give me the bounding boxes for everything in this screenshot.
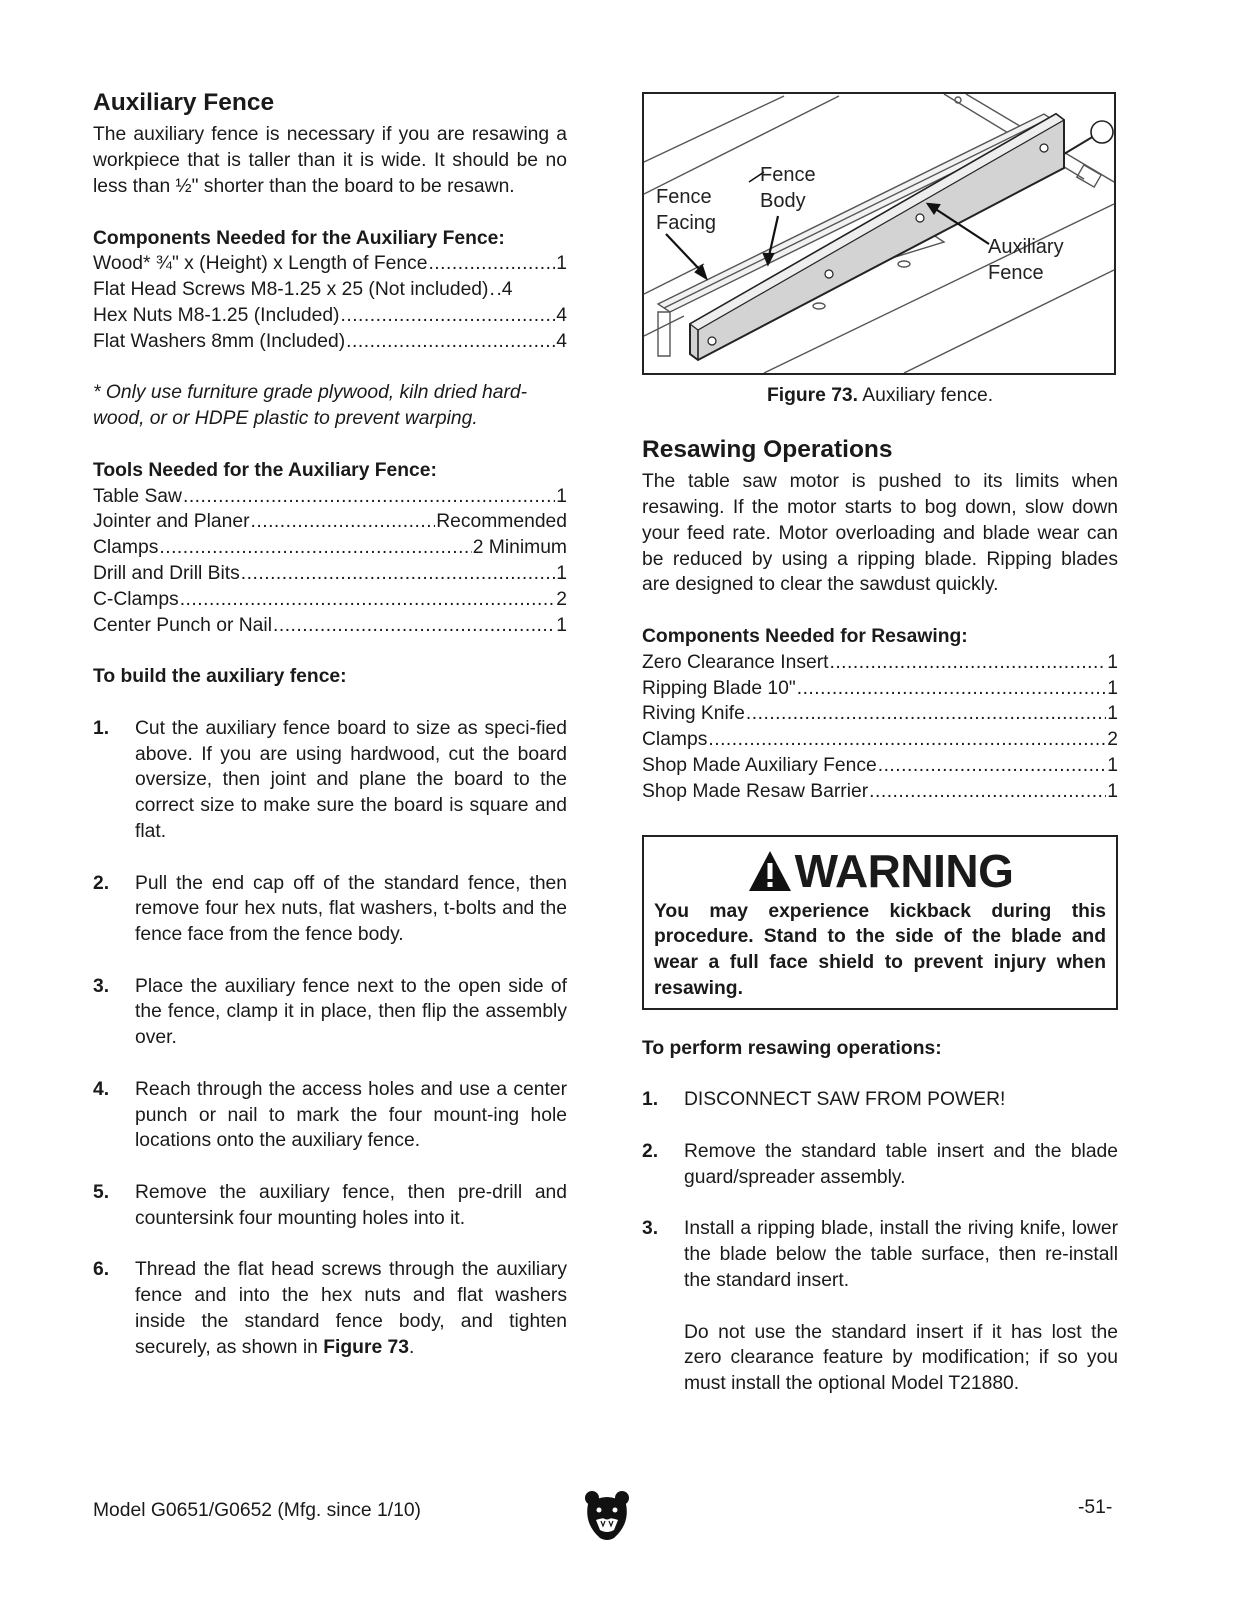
- warning-text: You may experience kickback during this procedure. Stand to the side of the blade and wear a full face shield to prevent injury when resawing.: [654, 900, 1106, 999]
- section-title-auxiliary-fence: Auxiliary Fence: [93, 89, 275, 116]
- tool-row: Clamps ..... 2 Minimum: [93, 535, 567, 561]
- auxiliary-fence-intro: The auxiliary fence is necessary if you are resawing a workpiece that is taller than it is wide. It should be no less than ½" shorter than the board to be resawn.: [93, 124, 567, 197]
- resaw-step: 1. DISCONNECT SAW FROM POWER!: [642, 1089, 1006, 1111]
- tools-list: [93, 484, 567, 639]
- figure-reference: Figure 73: [323, 1336, 409, 1358]
- page-number: -51-: [1078, 1497, 1113, 1518]
- components-list: [93, 251, 567, 354]
- label-fence-facing: Fence Facing: [656, 186, 717, 234]
- build-step: 6. Thread the flat head screws through the auxiliary fence and into the hex nuts and flat washers inside the standard fence body, and tighten securely, as shown in Figure 73.: [93, 1259, 567, 1358]
- build-heading: To build the auxiliary fence:: [93, 666, 347, 688]
- section-title-resawing: Resawing Operations: [642, 435, 893, 463]
- component-row: Shop Made Resaw Barrier ..... 1: [642, 779, 1118, 805]
- build-step: 4. Reach through the access holes and use a center punch or nail to mark the four mount-ing hole locations onto the auxiliary fence.: [93, 1078, 567, 1152]
- component-row: Flat Washers 8mm (Included) ..... 4: [93, 329, 567, 355]
- tools-heading: Tools Needed for the Auxiliary Fence:: [93, 459, 437, 481]
- tool-row: Drill and Drill Bits ..... 1: [93, 561, 567, 587]
- bear-logo-icon: [584, 1490, 630, 1542]
- components-heading: Components Needed for the Auxiliary Fence:: [93, 227, 505, 249]
- build-step: 1. Cut the auxiliary fence board to size as speci-fied above. If you are using hardwood, cut the board oversize, then joint and plane the board to the correct size to make sure the board is square and flat.: [93, 717, 567, 842]
- footer-model: Model G0651/G0652 (Mfg. since 1/10): [93, 1500, 421, 1521]
- material-note: * Only use furniture grade plywood, kiln dried hard-wood, or or HDPE plastic to prevent warping.: [93, 382, 528, 430]
- resaw-step: 3. Install a ripping blade, install the riving knife, lower the blade below the table surface, then re-install the standard insert.: [642, 1218, 1118, 1291]
- component-row: Wood* ¾" x (Height) x Length of Fence ..... 1: [93, 251, 567, 277]
- tool-row: Table Saw ..... 1: [93, 484, 567, 510]
- right-column: [642, 92, 1118, 1397]
- tool-row: Center Punch or Nail ..... 1: [93, 613, 567, 639]
- left-column: [93, 88, 567, 1361]
- component-row: Riving Knife ..... 1: [642, 701, 1118, 727]
- tool-row: C-Clamps ..... 2: [93, 587, 567, 613]
- component-row: Hex Nuts M8-1.25 (Included) ..... 4: [93, 303, 567, 329]
- step-3-note: Do not use the standard insert if it has lost the zero clearance feature by modification; if so you must install the optional Model T21880.: [684, 1321, 1118, 1395]
- build-step: 2. Pull the end cap off of the standard fence, then remove four hex nuts, flat washers, t-bolts and the fence face from the fence body.: [93, 872, 567, 946]
- resaw-components-heading: Components Needed for Resawing:: [642, 625, 968, 647]
- figure-caption: Figure 73. Auxiliary fence.: [766, 385, 994, 406]
- build-step: 5. Remove the auxiliary fence, then pre-drill and countersink four mounting holes into it.: [93, 1182, 567, 1229]
- warning-title: WARNING: [654, 843, 1106, 899]
- perform-heading: To perform resawing operations:: [642, 1037, 942, 1059]
- label-fence-body: Fence Body: [760, 164, 816, 212]
- resawing-intro: The table saw motor is pushed to its limits when resawing. If the motor starts to bog down, slow down your feed rate. Motor overloading and blade wear can be reduced by using a ripping blade. Ripping blades are designed to clear the sawdust quickly.: [642, 471, 1118, 596]
- component-row: Shop Made Auxiliary Fence ..... 1: [642, 753, 1118, 779]
- component-row: Ripping Blade 10" ..... 1: [642, 676, 1118, 702]
- component-row: Flat Head Screws M8-1.25 x 25 (Not included) ..... .4: [93, 277, 567, 303]
- resaw-components-list: [642, 650, 1118, 805]
- figure-73-auxiliary-fence: [642, 92, 1116, 375]
- tool-row: Jointer and Planer ..... Recommended: [93, 509, 567, 535]
- warning-triangle-icon: [747, 849, 793, 893]
- label-auxiliary-fence: Auxiliary Fence: [988, 236, 1064, 284]
- resaw-step: 2. Remove the standard table insert and the blade guard/spreader assembly.: [642, 1140, 1118, 1188]
- component-row: Zero Clearance Insert ..... 1: [642, 650, 1118, 676]
- build-step: 3. Place the auxiliary fence next to the open side of the fence, clamp it in place, then flip the assembly over.: [93, 975, 567, 1049]
- warning-box: [642, 835, 1118, 1010]
- component-row: Clamps ..... 2: [642, 727, 1118, 753]
